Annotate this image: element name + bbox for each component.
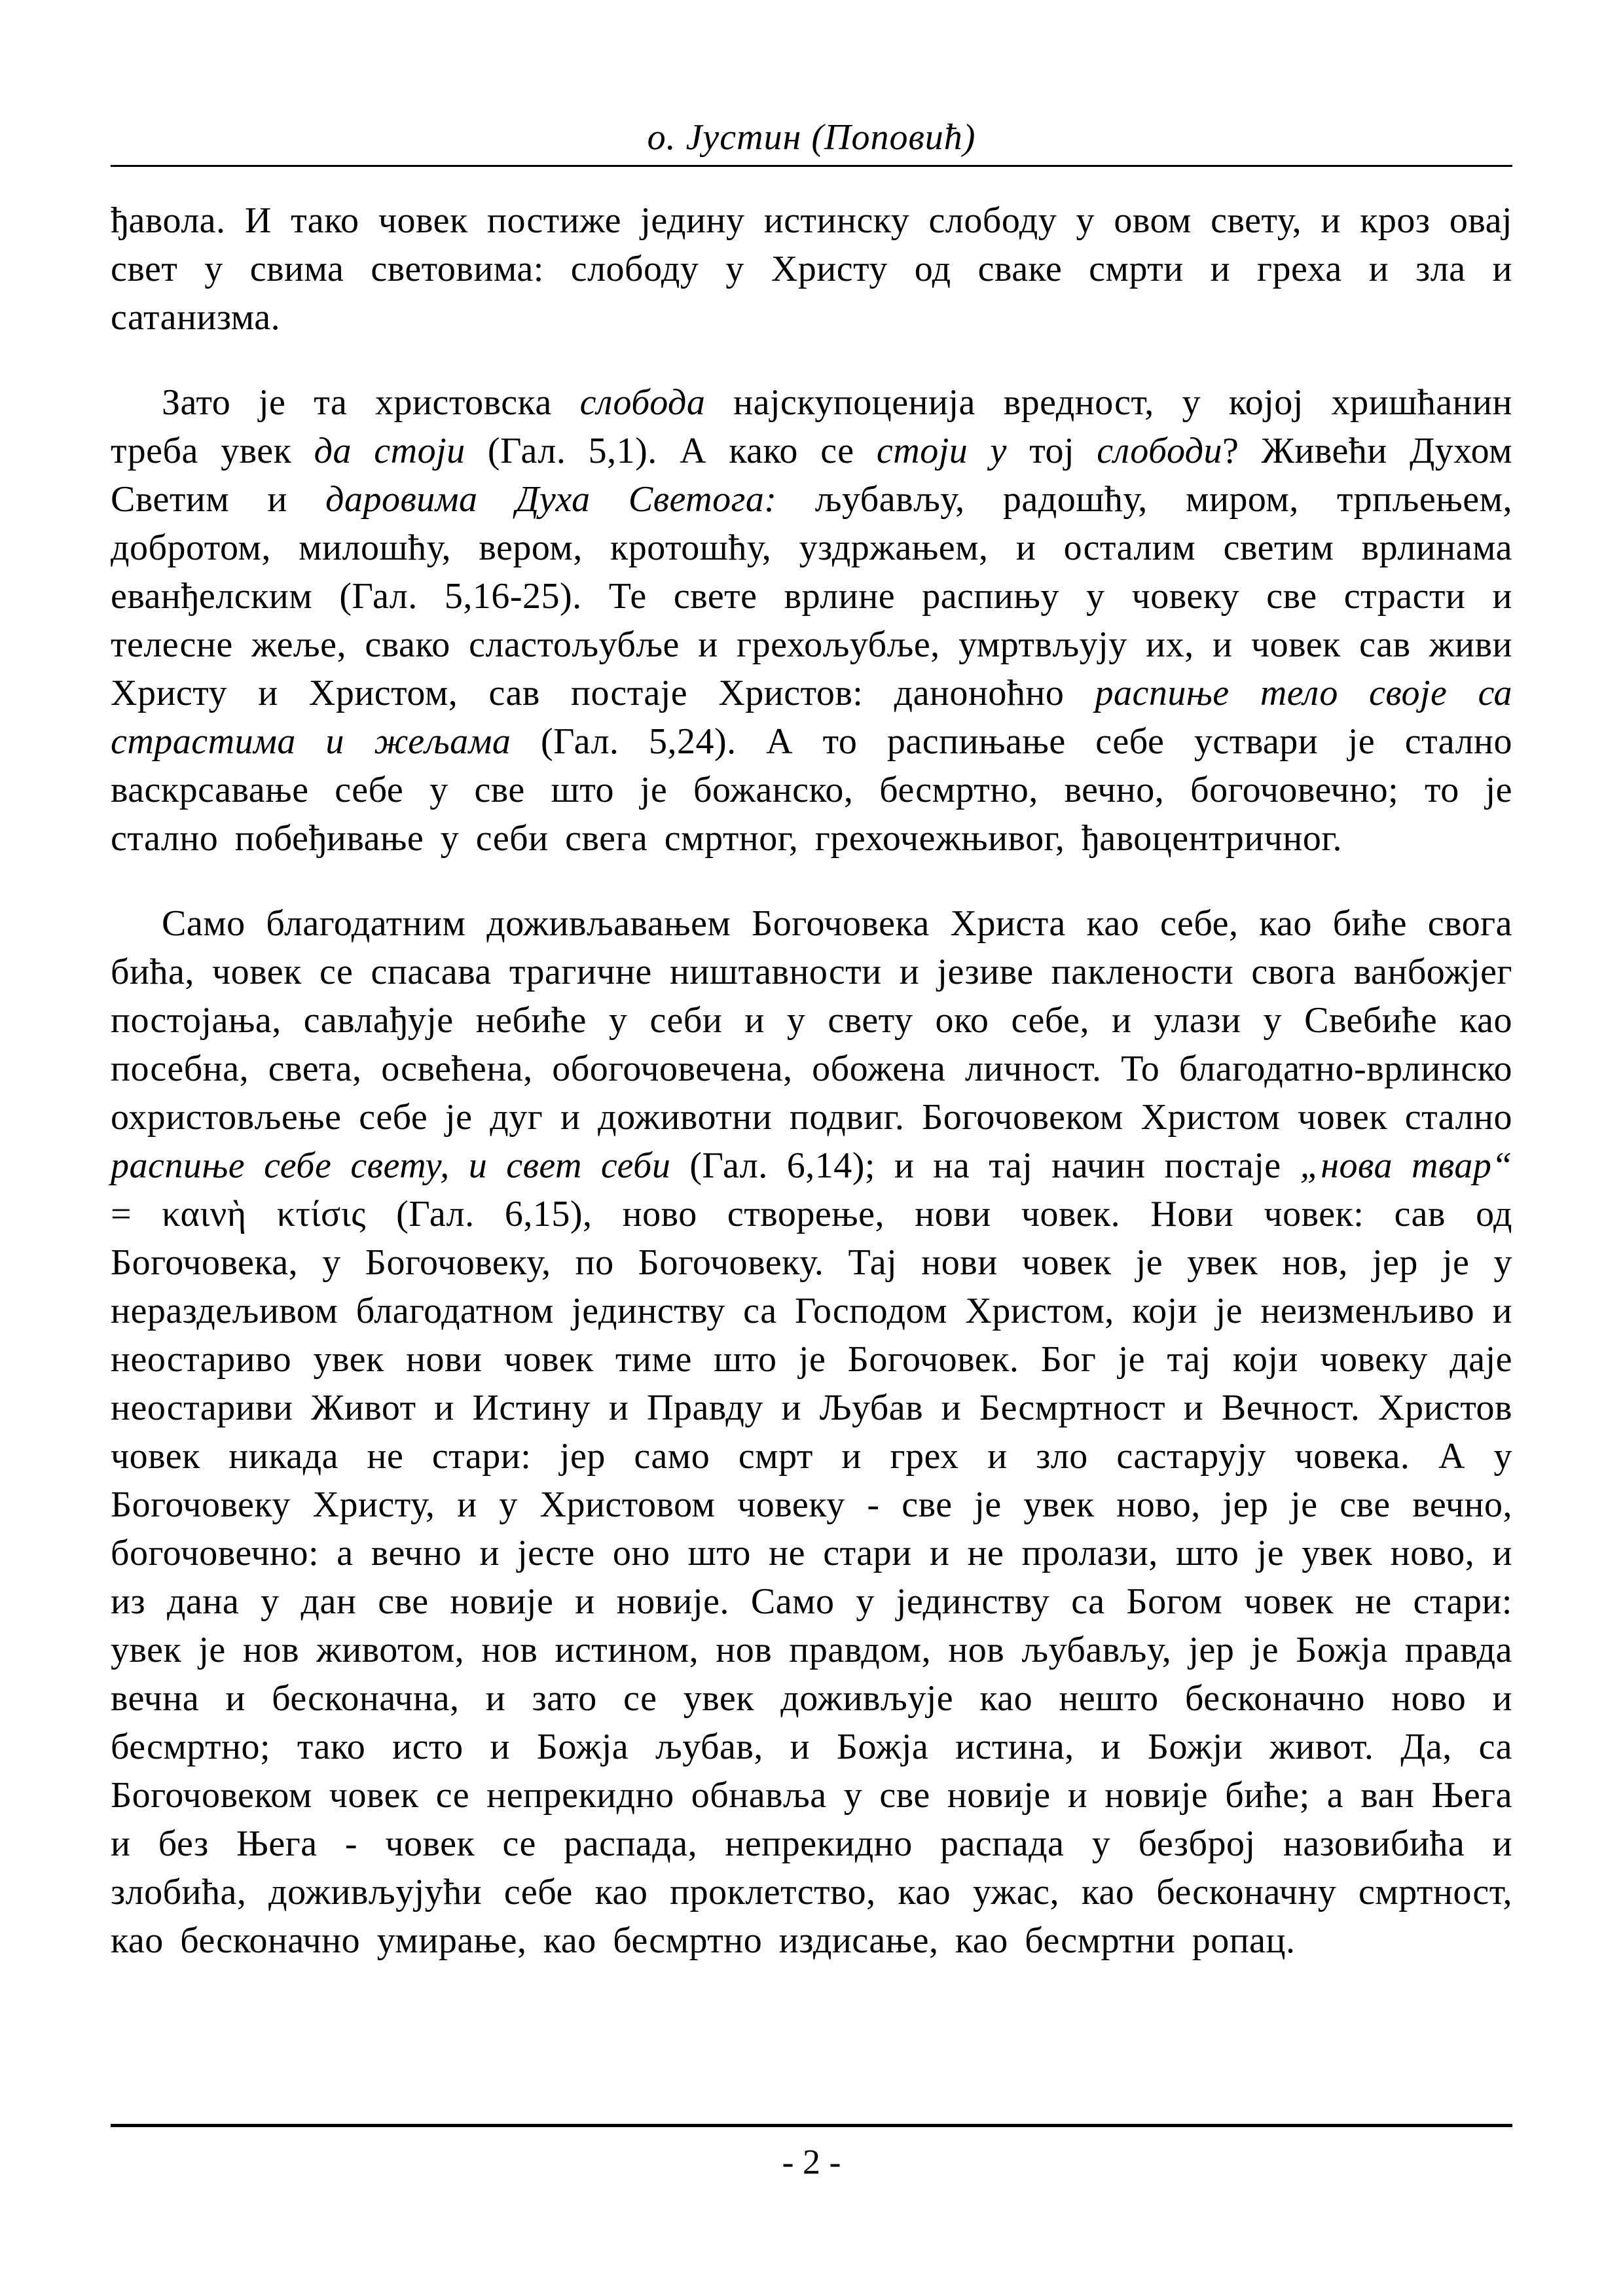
text-run: тој bbox=[1006, 431, 1097, 471]
running-head-title: о. Јустин (Поповић) bbox=[647, 117, 976, 158]
footer-rule bbox=[111, 2124, 1512, 2127]
italic-text-run: распиње тело своје са страстима и жељама bbox=[111, 673, 1513, 762]
text-run: Зато је та христовска bbox=[162, 382, 580, 423]
text-run: (Гал. 5,1). А како се bbox=[465, 431, 877, 471]
italic-text-run: стоји у bbox=[876, 431, 1007, 471]
body-text bbox=[111, 196, 1512, 2001]
page-number: - 2 - bbox=[782, 2142, 841, 2181]
text-run: (Гал. 6,14); и на тај начин постаје bbox=[670, 1145, 1300, 1186]
italic-text-run: да стоји bbox=[314, 431, 465, 471]
text-run: љубављу, радошћу, миром, трпљењем, добротом, милошћу, вером, кротошћу, уздржањем, и осталим светим врлинама еванђелским (Гал. 5,16-25). Те свете врлине распињу у човеку све страсти и телесне жеље, свако сластољубље и грехољубље, умртвљују их, и човек сав живи Христу и Христом, сав постаје Христов: даноноћно bbox=[111, 479, 1512, 713]
text-run: Само благодатним доживљавањем Богочовека Христа као себе, као биће свога бића, човек се спасава трагичне ништавности и језиве паклености свога ванбожјег постојања, савлађује небиће у себи и у свету око себе, и улази у Свебиће као посебна, света, освећена, обогочовечена, обожена личност. То благодатно-врлинско охристовљење себе је дуг и доживотни подвиг. Богочовеком Христом човек стално bbox=[111, 903, 1512, 1138]
italic-text-run: даровима Духа Светога: bbox=[325, 479, 777, 520]
italic-text-run: слобода bbox=[579, 382, 706, 423]
text-run: ? Живећи Духом Светим и bbox=[111, 431, 1512, 520]
text-run: (Гал. 5,24). А то распињање себе уствари је стално васкрсавање себе у све што је божанско, бесмртно, вечно, богочовечно; то је стално побеђивање у себи свега смртног, грехочежњивог, ђавоцентричног. bbox=[111, 721, 1513, 859]
italic-text-run: „нова твар“ bbox=[1300, 1145, 1512, 1186]
text-run: ђавола. И тако човек постиже једину истинску слободу у овом свету, и кроз овај свет у свима световима: слободу у Христу од сваке смрти и греха и зла и сатанизма. bbox=[111, 200, 1512, 338]
paragraph bbox=[111, 196, 1512, 342]
header-rule bbox=[111, 165, 1512, 167]
text-run: = καινὴ κτίσις (Гал. 6,15), ново створење, нови човек. Нови човек: сав од Богочовека, у Богочовеку, по Богочовеку. Тај нови човек је увек нов, јер је у нераздељивом благодатном јединству са Господом Христом, који је неизменљиво и неостариво увек нови човек тиме што је Богочовек. Бог је тај који човеку даје неостариви Живот и Истину и Правду и Љубав и Бесмртност и Вечност. Христов човек никада не стари: јер само смрт и грех и зло састарују човека. А у Богочовеку Христу, и у Христовом човеку - све је увек ново, јер је све вечно, богочовечно: а вечно и јесте оно што не стари и не пролази, што је увек ново, и из дана у дан све новије и новије. Само у јединству са Богом човек не стари: увек је нов животом, нов истином, нов правдом, нов љубављу, јер је Божја правда вечна и бесконачна, и зато се увек доживљује као нешто бесконачно ново и бесмртно; тако исто и Божја љубав, и Божја истина, и Божји живот. Да, са Богочовеком човек се непрекидно обнавља у све новије и новије биће; а ван Њега и без Њега - човек се распада, непрекидно распада у безброј назовибића и злобића, доживљујући себе као проклетство, као ужас, као бесконачну смртност, као бесконачно умирање, као бесмртно издисање, као бесмртни ропац. bbox=[111, 1194, 1512, 1961]
text-run: најскупоценија вредност, у којој хришћанин треба увек bbox=[111, 382, 1512, 471]
italic-text-run: распиње себе свету, и свет себи bbox=[111, 1145, 671, 1186]
paragraph bbox=[111, 378, 1512, 863]
italic-text-run: слободи bbox=[1097, 431, 1223, 471]
paragraph bbox=[111, 899, 1512, 1965]
